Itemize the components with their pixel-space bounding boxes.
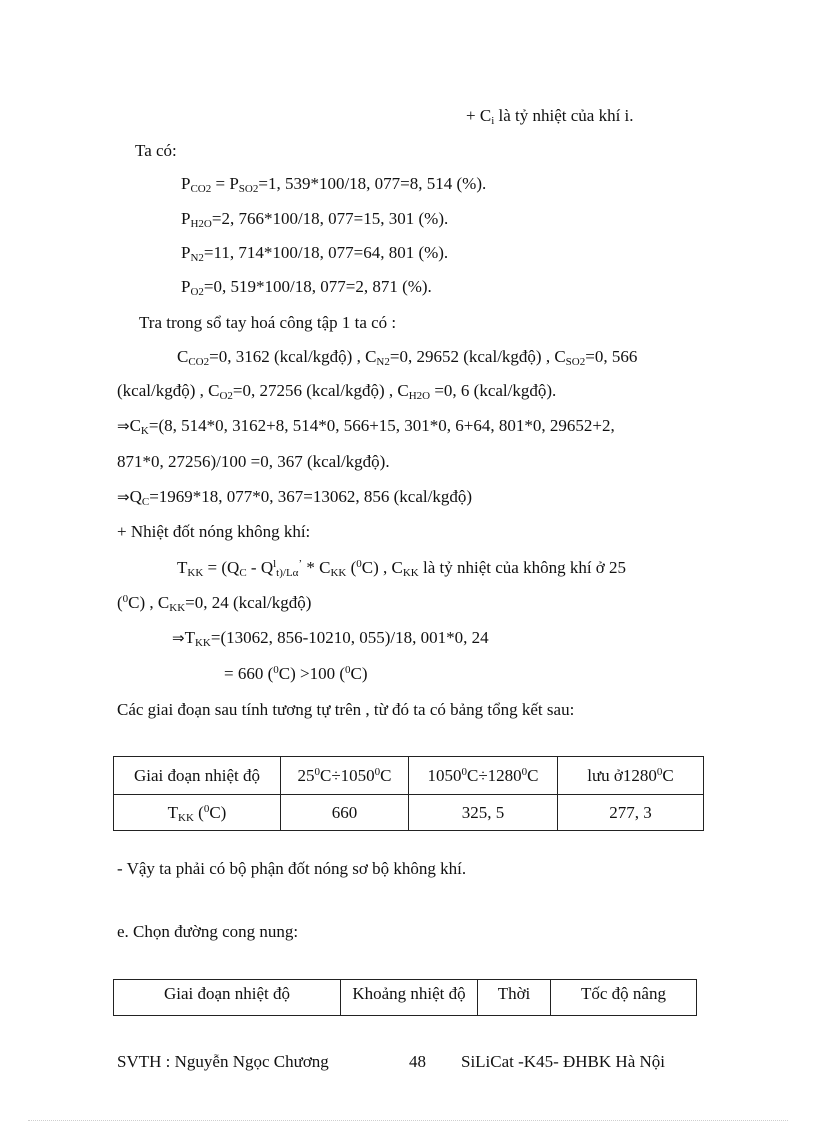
text-segment: P bbox=[181, 209, 191, 228]
text-segment: 0 bbox=[203, 802, 210, 815]
p-h2o-line bbox=[181, 209, 448, 229]
ck-line-2: 871*0, 27256)/100 =0, 367 (kcal/kgđộ). bbox=[117, 452, 390, 471]
text-segment: + C bbox=[466, 106, 492, 125]
text-segment: Giai đoạn nhiệt độ bbox=[133, 765, 261, 785]
text-segment: H2O bbox=[190, 218, 212, 230]
text-segment: 0 bbox=[314, 765, 320, 778]
header-line bbox=[466, 106, 634, 126]
text-segment: 0 bbox=[345, 664, 351, 676]
row-cell-660 bbox=[281, 795, 409, 831]
text-segment: N2 bbox=[376, 356, 390, 368]
nhiet-dot-heading: + Nhiệt đốt nóng không khí: bbox=[117, 522, 311, 541]
c-values-line-1 bbox=[177, 347, 637, 367]
text-segment: ( bbox=[117, 593, 123, 612]
text-segment: C bbox=[129, 416, 141, 435]
header-cell-time: Thời bbox=[478, 980, 551, 1016]
tkk-result-line bbox=[224, 664, 368, 684]
text-segment: =0, 6 (kcal/kgđộ). bbox=[430, 381, 557, 400]
text-segment: C) bbox=[350, 664, 368, 683]
text-segment: lưu ở1280 bbox=[587, 765, 657, 785]
text-segment: =1, 539*100/18, 077=8, 514 (%). bbox=[258, 174, 487, 193]
text-segment: =0, 3162 (kcal/kgđộ) , C bbox=[209, 347, 377, 366]
text-segment: =1969*18, 077*0, 367=13062, 856 (kcal/kgđộ) bbox=[149, 487, 472, 506]
text-segment: C bbox=[527, 765, 539, 785]
summary-table-row bbox=[114, 795, 704, 831]
header-cell-range-1 bbox=[281, 757, 409, 795]
text-segment: =0, 29652 (kcal/kgđộ) , C bbox=[389, 347, 566, 366]
text-segment: T bbox=[184, 628, 195, 647]
header-cell-range-2 bbox=[409, 757, 558, 795]
text-segment: ( bbox=[193, 802, 204, 822]
text-segment: =(8, 514*0, 3162+8, 514*0, 566+15, 301*0, 6+64, 801*0, 29652+2, bbox=[148, 416, 615, 435]
text-segment: C) >100 ( bbox=[278, 664, 345, 683]
text-segment: 25 bbox=[297, 765, 315, 785]
text-segment: ’ bbox=[298, 558, 303, 570]
text-segment: Q bbox=[129, 487, 142, 506]
row-cell-277 bbox=[558, 795, 704, 831]
text-segment: P bbox=[181, 243, 191, 262]
text-segment: SO2 bbox=[238, 183, 259, 195]
text-segment: l bbox=[273, 558, 277, 570]
text-segment: CO2 bbox=[190, 183, 212, 195]
text-segment: KK bbox=[194, 637, 211, 649]
ck-line-1 bbox=[117, 416, 615, 436]
footer-author: SVTH : Nguyễn Ngọc Chương bbox=[117, 1052, 329, 1071]
text-segment: 0 bbox=[461, 765, 467, 778]
text-segment: =0, 27256 (kcal/kgđộ) , C bbox=[232, 381, 409, 400]
c-values-line-2 bbox=[117, 381, 556, 401]
qc-line bbox=[117, 487, 472, 507]
vay-ta-line: - Vậy ta phải có bộ phận đốt nóng sơ bộ không khí. bbox=[117, 859, 467, 878]
summary-table-header bbox=[114, 757, 704, 795]
p-o2-line bbox=[181, 277, 432, 297]
text-segment: SO2 bbox=[565, 356, 586, 368]
text-segment: là tỷ nhiệt của không khí ở 25 bbox=[418, 558, 627, 577]
text-segment: 0 bbox=[122, 593, 129, 605]
text-segment: 0 bbox=[521, 765, 528, 778]
text-segment: (kcal/kgđộ) , C bbox=[117, 381, 220, 400]
text-segment: C bbox=[239, 567, 247, 579]
text-segment: O2 bbox=[219, 390, 233, 402]
text-segment: ( bbox=[346, 558, 357, 577]
text-segment: 0 bbox=[656, 765, 663, 778]
tkk-formula-line-2 bbox=[117, 593, 311, 613]
text-segment: * C bbox=[302, 558, 331, 577]
text-segment: ⇒ bbox=[117, 417, 130, 435]
text-segment: N2 bbox=[190, 252, 204, 264]
header-cell-stage bbox=[114, 757, 281, 795]
text-segment: =2, 766*100/18, 077=15, 301 (%). bbox=[211, 209, 449, 228]
text-segment: C bbox=[141, 496, 150, 508]
text-segment: C) , C bbox=[128, 593, 170, 612]
text-segment: =0, 566 bbox=[585, 347, 638, 366]
footer-class: SiLiCat -K45- ĐHBK Hà Nội bbox=[461, 1052, 665, 1071]
text-segment: C bbox=[177, 347, 189, 366]
text-segment: ⇒ bbox=[172, 629, 185, 647]
summary-table bbox=[113, 756, 704, 831]
tkk-formula-line-1 bbox=[177, 558, 626, 578]
text-segment: KK bbox=[169, 602, 186, 614]
text-segment: = 660 ( bbox=[224, 664, 274, 683]
footer-page-number: 48 bbox=[409, 1052, 426, 1071]
cac-giai-doan-line: Các giai đoạn sau tính tương tự trên , từ đó ta có bảng tổng kết sau: bbox=[117, 700, 575, 719]
p-n2-line bbox=[181, 243, 448, 263]
text-segment: C bbox=[662, 765, 674, 785]
tkk-calc-line bbox=[172, 628, 489, 648]
tra-trong-line: Tra trong sổ tay hoá công tập 1 ta có : bbox=[139, 313, 397, 332]
text-segment: 660 bbox=[331, 802, 358, 822]
text-segment: =0, 519*100/18, 077=2, 871 (%). bbox=[203, 277, 432, 296]
text-segment: 0 bbox=[356, 558, 362, 570]
text-segment: α bbox=[292, 567, 299, 579]
text-segment: =0, 24 (kcal/kgđộ) bbox=[185, 593, 312, 612]
text-segment: H2O bbox=[408, 390, 431, 402]
header-cell-stage: Giai đoạn nhiệt độ bbox=[114, 980, 341, 1016]
row-cell-325 bbox=[409, 795, 558, 831]
text-segment: C bbox=[380, 765, 392, 785]
text-segment: P bbox=[181, 277, 191, 296]
text-segment: là tỷ nhiệt của khí i. bbox=[494, 106, 634, 125]
text-segment: K bbox=[140, 425, 149, 437]
text-segment: 0 bbox=[273, 664, 279, 676]
text-segment: C) , C bbox=[361, 558, 403, 577]
firing-curve-header bbox=[114, 980, 697, 1016]
text-segment: = P bbox=[211, 174, 239, 193]
text-segment: 277, 3 bbox=[609, 802, 652, 822]
section-e-heading: e. Chọn đường cong nung: bbox=[117, 922, 299, 941]
header-cell-hold bbox=[558, 757, 704, 795]
bottom-divider bbox=[28, 1120, 788, 1121]
ta-co-label: Ta có: bbox=[135, 141, 177, 160]
row-cell-tkk bbox=[114, 795, 281, 831]
text-segment: i bbox=[491, 115, 495, 127]
text-segment: T bbox=[167, 802, 179, 822]
text-segment: 325, 5 bbox=[461, 802, 505, 822]
text-segment: C÷1050 bbox=[319, 765, 375, 785]
firing-curve-table bbox=[113, 979, 697, 1016]
text-segment: KK bbox=[187, 567, 204, 579]
header-cell-rate: Tốc độ nâng bbox=[551, 980, 697, 1016]
text-segment: C÷1280 bbox=[466, 765, 522, 785]
text-segment: = (Q bbox=[203, 558, 240, 577]
text-segment: T bbox=[177, 558, 188, 577]
text-segment: =11, 714*100/18, 077=64, 801 (%). bbox=[203, 243, 449, 262]
p-co2-line bbox=[181, 174, 486, 194]
text-segment: =(13062, 856-10210, 055)/18, 001*0, 24 bbox=[210, 628, 489, 647]
text-segment: P bbox=[181, 174, 191, 193]
text-segment: - Q bbox=[246, 558, 274, 577]
text-segment: t)/L bbox=[276, 567, 293, 579]
text-segment: KK bbox=[178, 811, 194, 824]
text-segment: C) bbox=[209, 802, 227, 822]
header-cell-temp-range: Khoảng nhiệt độ bbox=[341, 980, 478, 1016]
text-segment: O2 bbox=[190, 286, 204, 298]
text-segment: CO2 bbox=[188, 356, 210, 368]
text-segment: KK bbox=[330, 567, 347, 579]
text-segment: 0 bbox=[374, 765, 381, 778]
text-segment: KK bbox=[402, 567, 419, 579]
text-segment: ⇒ bbox=[117, 488, 130, 506]
text-segment: 1050 bbox=[427, 765, 462, 785]
